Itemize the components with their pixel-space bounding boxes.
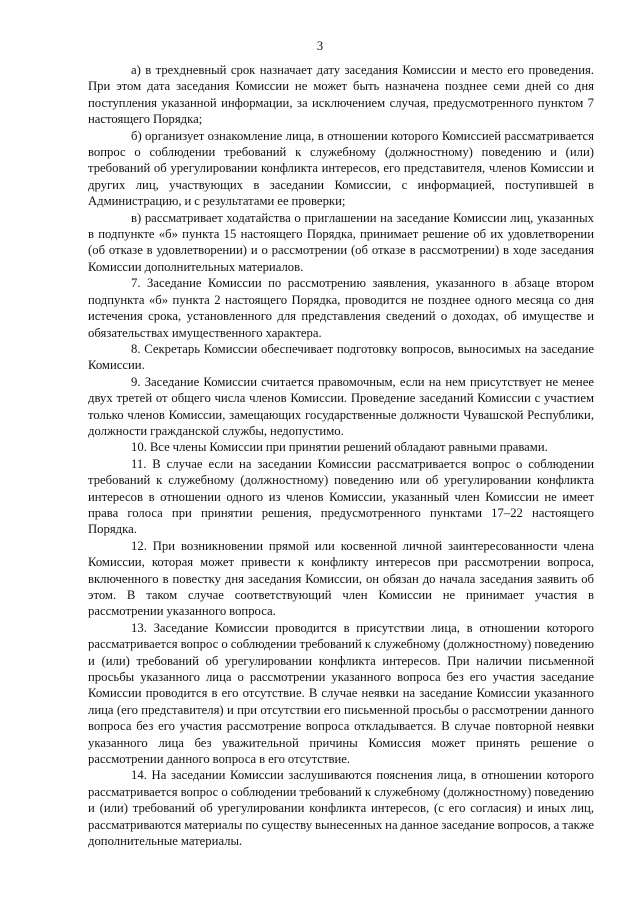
paragraph-12: 12. При возникновении прямой или косвенной личной заинтересованности члена Комиссии, которая может привести к конфликту интересов при рассмотрении вопроса, включенного в повестку дня заседания Комиссии, он обязан до начала заседания заявить об этом. В таком случае соответствующий член Комиссии не принимает участия в рассмотрении указанного вопроса. — [88, 538, 594, 619]
paragraph-8: 8. Секретарь Комиссии обеспечивает подготовку вопросов, выносимых на заседание Комиссии. — [88, 341, 594, 373]
document-body — [88, 62, 594, 850]
paragraph-13: 13. Заседание Комиссии проводится в присутствии лица, в отношении которого рассматривается вопрос о соблюдении требований к служебному (должностному) поведению и (или) требований об урегулировании конфликта интересов. При наличии письменной просьбы указанного лица о рассмотрении указанного вопроса без его участия заседание Комиссии проводится в его отсутствие. В случае неявки на заседание Комиссии указанного лица (его представителя) и при отсутствии его письменной просьбы о рассмотрении данного вопроса без его участия рассмотрение вопроса откладывается. В случае повторной неявки указанного лица без уважительной причины Комиссия может принять решение о рассмотрении данного вопроса в его отсутствие. — [88, 620, 594, 767]
paragraph-6c: в) рассматривает ходатайства о приглашении на заседание Комиссии лиц, указанных в подпункте «б» пункта 15 настоящего Порядка, принимает решение об их удовлетворении (об отказе в удовлетворении) и о рассмотрении (об отказе в рассмотрении) в ходе заседания Комиссии дополнительных материалов. — [88, 210, 594, 274]
paragraph-14: 14. На заседании Комиссии заслушиваются пояснения лица, в отношении которого рассматривается вопрос о соблюдении требований к служебному (должностному) поведению и (или) требований об урегулировании конфликта интересов, (с его согласия) и иных лиц, рассматриваются материалы по существу вынесенных на данное заседание вопросов, а также дополнительные материалы. — [88, 768, 594, 849]
paragraph-10: 10. Все члены Комиссии при принятии решений обладают равными правами. — [131, 440, 548, 455]
page-number: 3 — [316, 39, 324, 53]
paragraph-7: 7. Заседание Комиссии по рассмотрению заявления, указанного в абзаце втором подпункта «б» пункта 2 настоящего Порядка, проводится не позднее одного месяца со дня истечения срока, установленного для представления сведений о доходах, об имуществе и обязательствах имущественного характера. — [88, 276, 594, 340]
paragraph-6a: а) в трехдневный срок назначает дату заседания Комиссии и место его проведения. При этом дата заседания Комиссии не может быть назначена позднее семи дней со дня поступления указанной информации, за исключением случая, предусмотренного пунктом 7 настоящего Порядка; — [88, 63, 594, 127]
paragraph-11: 11. В случае если на заседании Комиссии рассматривается вопрос о соблюдении требований к служебному (должностному) поведению или об урегулировании конфликта интересов в отношении одного из членов Комиссии, указанный член Комиссии не имеет права голоса при принятии решения, предусмотренного пунктами 17–22 настоящего Порядка. — [88, 456, 594, 537]
paragraph-9: 9. Заседание Комиссии считается правомочным, если на нем присутствует не менее двух третей от общего числа членов Комиссии. Проведение заседаний Комиссии с участием только членов Комиссии, замещающих государственные должности Чувашской Республики, должности гражданской службы, недопустимо. — [88, 374, 594, 438]
paragraph-6b: б) организует ознакомление лица, в отношении которого Комиссией рассматривается вопрос о соблюдении требований к служебному (должностному) поведению и (или) требований об урегулировании конфликта интересов, его представителя, членов Комиссии и других лиц, участвующих в заседании Комиссии, с информацией, поступившей в Администрацию, и с результатами ее проверки; — [88, 128, 594, 209]
